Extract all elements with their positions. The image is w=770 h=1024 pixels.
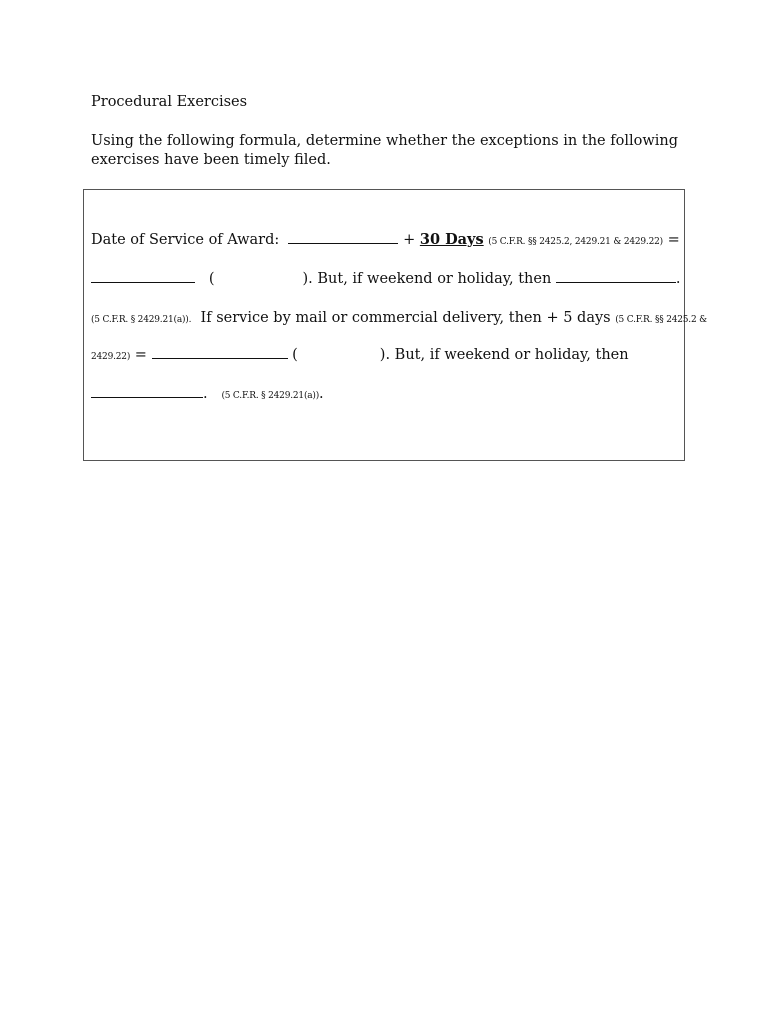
result-date-blank[interactable] (91, 270, 195, 283)
page-heading: Procedural Exercises (91, 94, 248, 110)
formula-line-2 (91, 270, 681, 288)
formula-line-1 (91, 231, 680, 251)
formula-line-4 (91, 346, 629, 366)
equals-sign-2: = (134, 347, 147, 363)
cfr-citation-mail-part-b: 2429.22) (91, 352, 131, 362)
cfr-citation-30-days: (5 C.F.R. §§ 2425.2, 2429.21 & 2429.22) (488, 237, 663, 247)
cfr-citation-weekend: (5 C.F.R. § 2429.21(a)). (91, 315, 192, 325)
weekend-holiday-text-1: ). But, if weekend or holiday, then (302, 271, 552, 287)
thirty-days-label: 30 Days (419, 231, 484, 248)
intro-paragraph (91, 132, 691, 170)
formula-line-3 (91, 309, 707, 329)
adjusted-date-blank[interactable] (556, 270, 676, 283)
date-of-service-blank[interactable] (288, 231, 398, 244)
date-of-service-label: Date of Service of Award: (91, 232, 280, 248)
intro-line-2: exercises have been timely filed. (91, 152, 331, 168)
final-period: . (319, 386, 324, 402)
formula-line-5 (91, 385, 324, 405)
weekend-holiday-text-2: ). But, if weekend or holiday, then (379, 347, 629, 363)
period-1: . (675, 271, 681, 287)
plus-sign: + (403, 232, 416, 248)
intro-line-1: Using the following formula, determine whether the exceptions in the following (91, 133, 679, 149)
mail-delivery-text: If service by mail or commercial delivery, then + 5 days (200, 310, 611, 326)
open-paren: ( (208, 271, 215, 287)
period-2: . (203, 386, 208, 402)
open-paren-2: ( (292, 347, 298, 363)
cfr-citation-final: (5 C.F.R. § 2429.21(a)) (221, 391, 320, 401)
final-date-blank[interactable] (91, 385, 203, 398)
formula-box (83, 189, 707, 461)
equals-sign: = (667, 232, 680, 248)
cfr-citation-mail-part-a: (5 C.F.R. §§ 2425.2 & (615, 315, 707, 325)
mail-result-date-blank[interactable] (152, 346, 288, 359)
